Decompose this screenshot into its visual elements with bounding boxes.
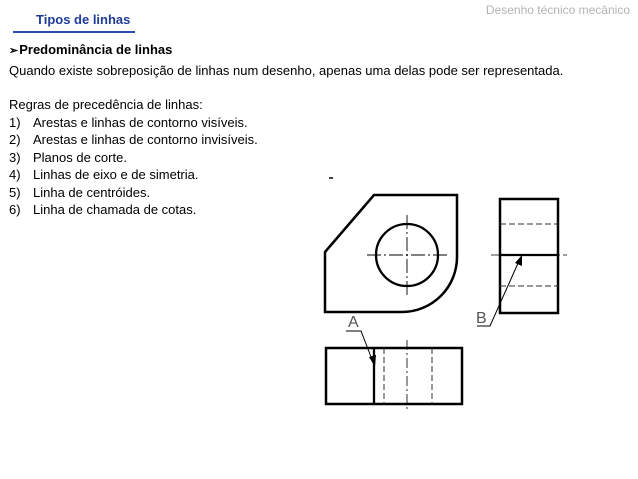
rule-number: 6) [9,201,21,217]
leader-b-arrowhead [515,255,522,266]
leader-a [346,314,376,367]
bullet-arrow-icon: ➢ [9,45,19,57]
rule-text: Arestas e linhas de contorno visíveis. [33,115,248,130]
slide-title: Tipos de linhas [36,12,131,27]
leader-a-arrowhead [369,355,376,367]
rule-number: 5) [9,184,21,200]
intro-text: Quando existe sobreposição de linhas num desenho, apenas uma delas pode ser representada. [9,63,564,78]
rule-number: 1) [9,115,21,130]
front-view [325,195,457,312]
rule-text: Linha de chamada de cotas. [33,201,197,217]
rule-text: Linha de centróides. [33,184,151,200]
label-a: A [348,314,359,331]
rule-text: Planos de corte. [33,149,127,165]
top-view [326,340,462,412]
top-view-outline [326,348,462,404]
rule-number: 4) [9,167,21,183]
course-title: Desenho técnico mecânico [485,3,630,17]
section-heading-text: Predominância de linhas [19,42,173,57]
rule-number: 3) [9,149,21,165]
rule-text: Linhas de eixo e de simetria. [33,167,199,183]
side-view [491,199,567,313]
rule-text: Arestas e linhas de contorno invisíveis. [33,132,258,148]
rule-number: 2) [9,132,21,148]
leader-a-line [346,331,373,362]
rules-title: Regras de precedência de linhas: [9,97,203,112]
label-b: B [476,310,487,327]
